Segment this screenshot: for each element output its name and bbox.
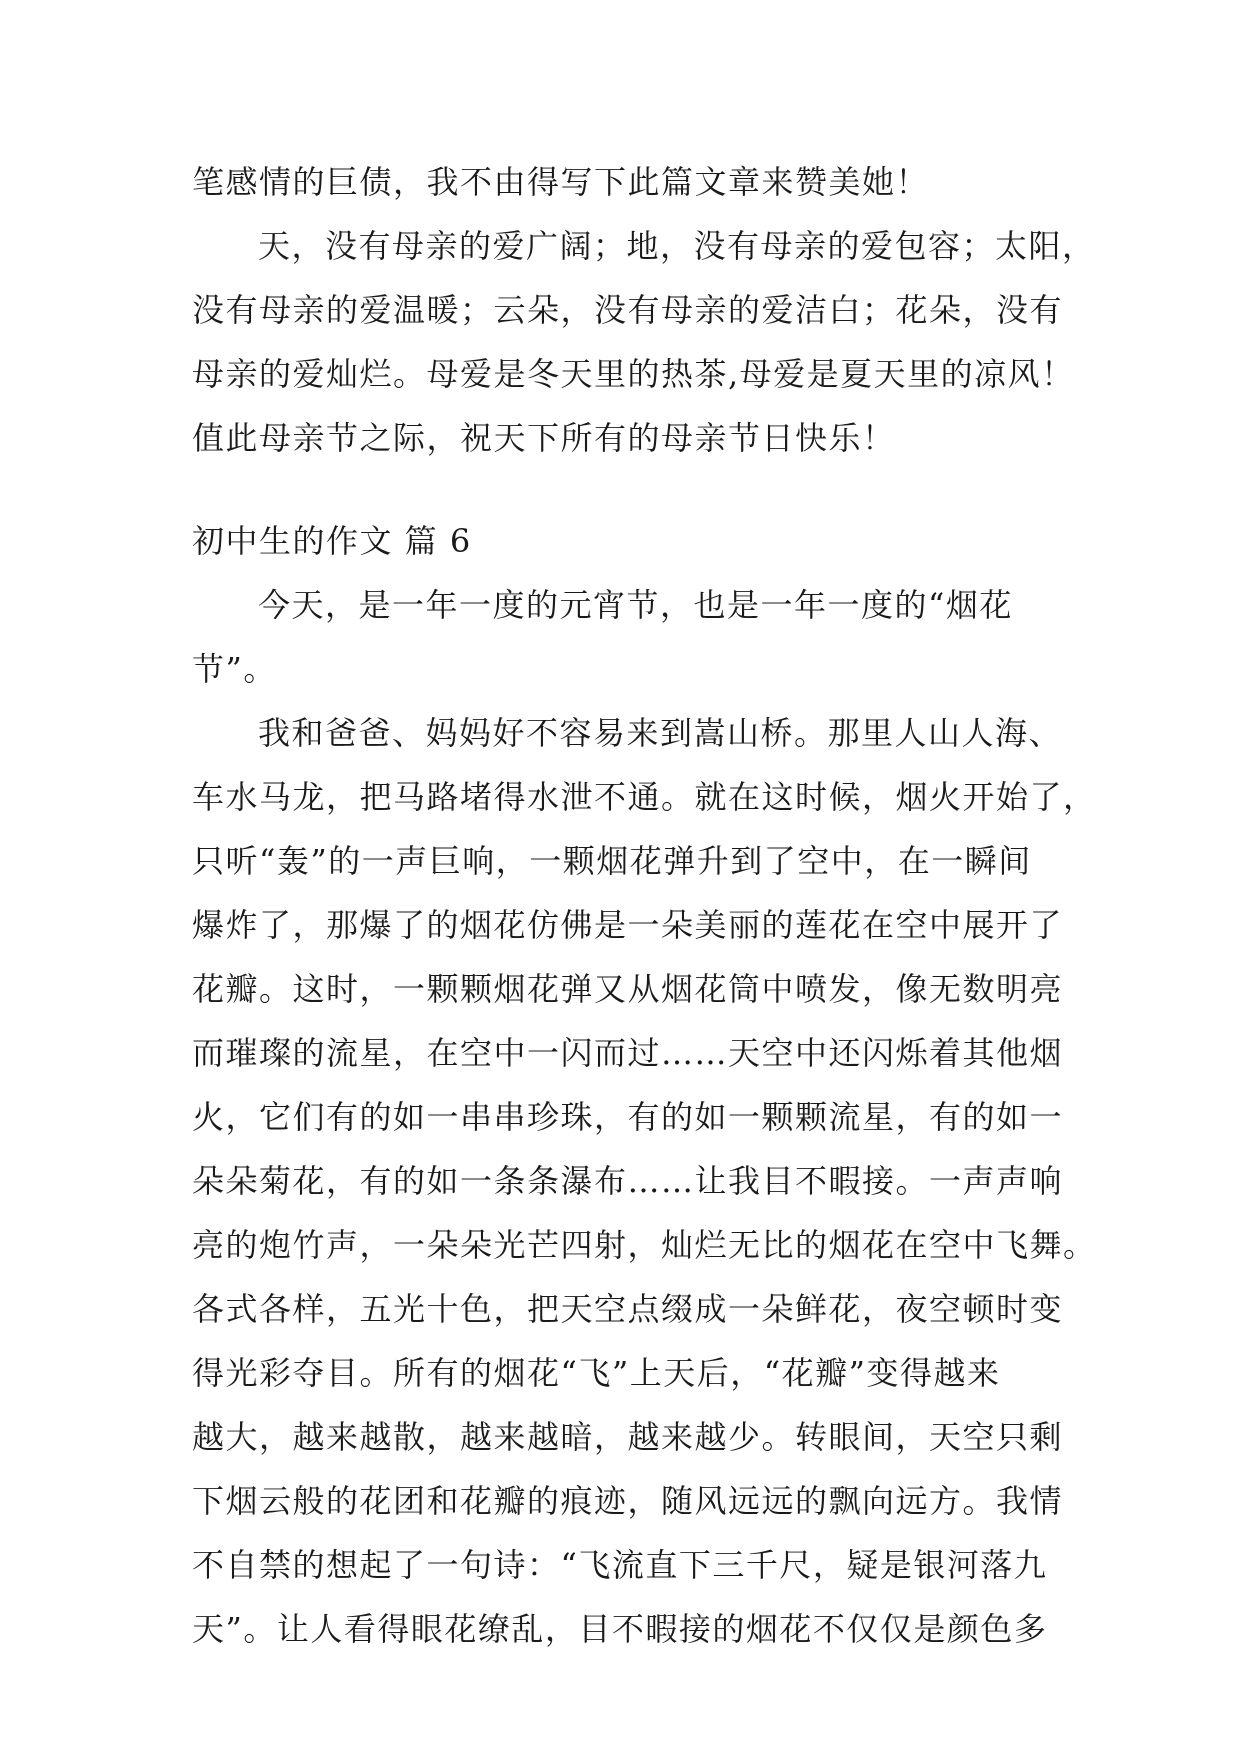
paragraph-line: 天，没有母亲的爱广阔；地，没有母亲的爱包容；太阳，: [258, 227, 1096, 265]
section-heading: 初中生的作文 篇 6: [192, 522, 472, 560]
paragraph-line: 只听“轰”的一声巨响，一颗烟花弹升到了空中，在一瞬间: [192, 842, 1032, 880]
paragraph-line: 值此母亲节之际，祝天下所有的母亲节日快乐！: [192, 419, 896, 457]
paragraph-line: 亮的炮竹声，一朵朵光芒四射，灿烂无比的烟花在空中飞舞。: [192, 1226, 1097, 1264]
paragraph-line: 朵朵菊花，有的如一条条瀑布……让我目不暇接。一声声响: [192, 1162, 1064, 1200]
paragraph-line: 得光彩夺目。所有的烟花“飞”上天后，“花瓣”变得越来: [192, 1354, 1001, 1392]
paragraph-line: 不自禁的想起了一句诗：“飞流直下三千尺，疑是银河落九: [192, 1546, 1048, 1584]
paragraph-line: 而璀璨的流星，在空中一闪而过……天空中还闪烁着其他烟: [192, 1034, 1064, 1072]
paragraph-line: 下烟云般的花团和花瓣的痕迹，随风远远的飘向远方。我情: [192, 1482, 1064, 1520]
paragraph-line: 火，它们有的如一串串珍珠，有的如一颗颗流星，有的如一: [192, 1098, 1064, 1136]
paragraph-line: 爆炸了，那爆了的烟花仿佛是一朵美丽的莲花在空中展开了: [192, 906, 1064, 944]
paragraph-line: 花瓣。这时，一颗颗烟花弹又从烟花筒中喷发，像无数明亮: [192, 970, 1064, 1008]
paragraph-line: 笔感情的巨债，我不由得写下此篇文章来赞美她！: [192, 163, 930, 201]
paragraph-line: 没有母亲的爱温暖；云朵，没有母亲的爱洁白；花朵，没有: [192, 291, 1064, 329]
paragraph-line: 节”。: [192, 650, 277, 688]
paragraph-line: 天”。让人看得眼花缭乱，目不暇接的烟花不仅仅是颜色多: [192, 1610, 1048, 1648]
paragraph-line: 母亲的爱灿烂。母爱是冬天里的热茶,母爱是夏天里的凉风！: [192, 355, 1075, 393]
paragraph-line: 我和爸爸、妈妈好不容易来到嵩山桥。那里人山人海、: [258, 714, 1063, 752]
paragraph-line: 车水马龙，把马路堵得水泄不通。就在这时候，烟火开始了，: [192, 778, 1097, 816]
paragraph-line: 各式各样，五光十色，把天空点缀成一朵鲜花，夜空顿时变: [192, 1290, 1064, 1328]
paragraph-line: 越大，越来越散，越来越暗，越来越少。转眼间，天空只剩: [192, 1418, 1064, 1456]
paragraph-line: 今天，是一年一度的元宵节，也是一年一度的“烟花: [258, 586, 1013, 624]
